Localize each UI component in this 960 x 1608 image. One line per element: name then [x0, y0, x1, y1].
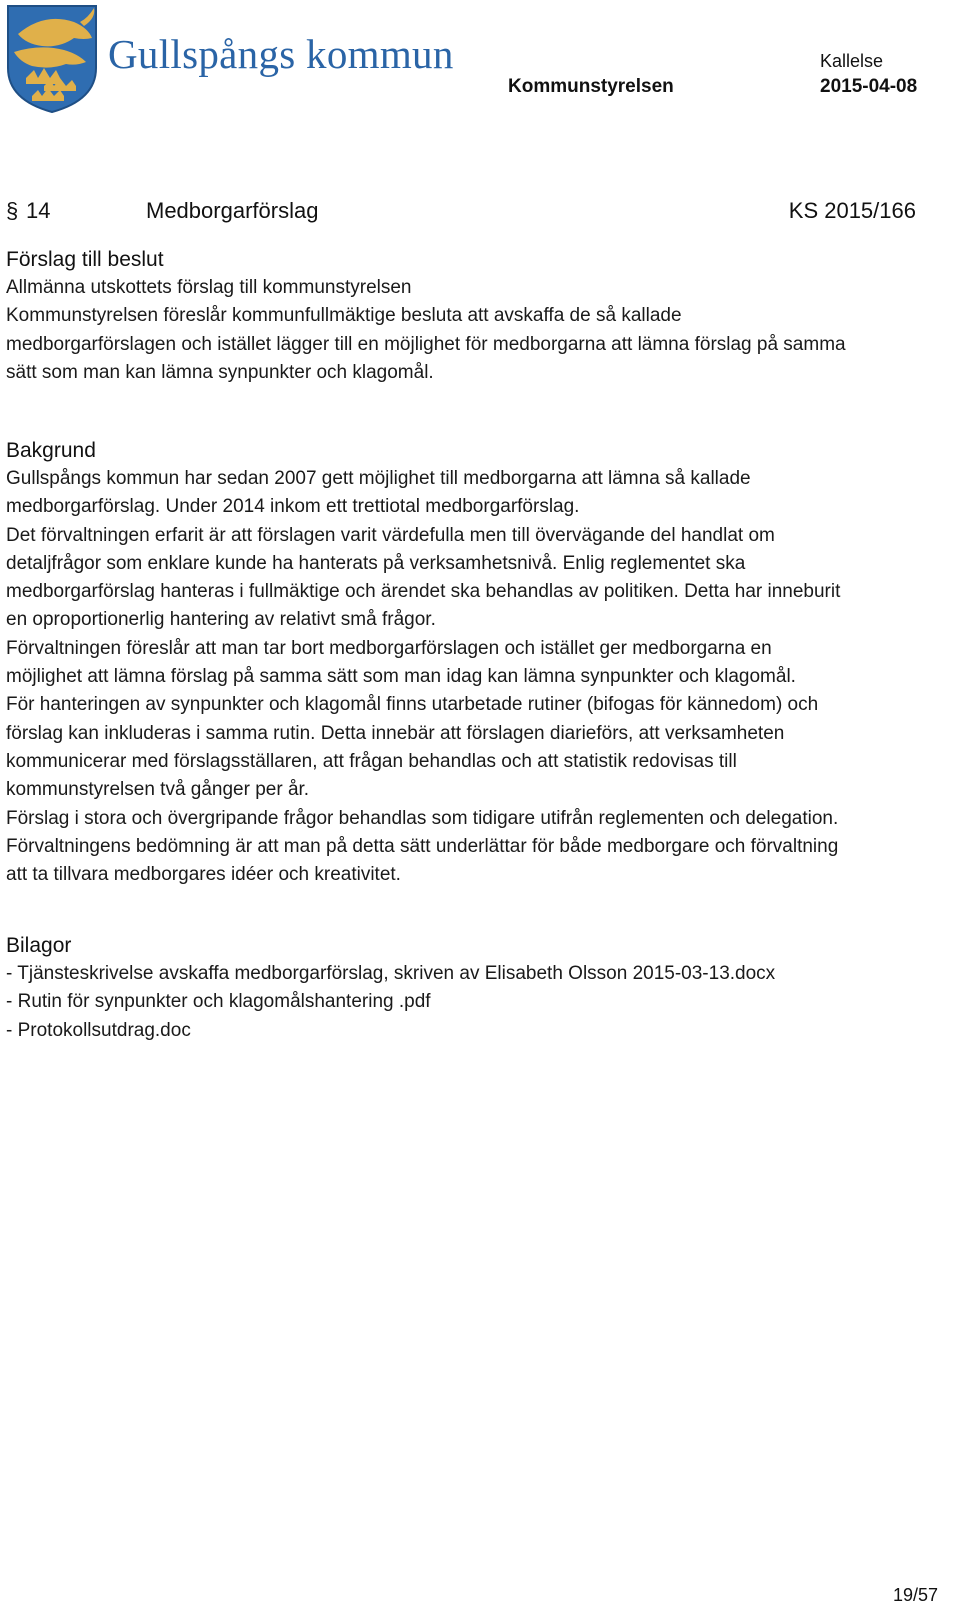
case-number: KS 2015/166 [788, 198, 916, 223]
proposal-line: Allmänna utskottets förslag till kommunstyrelsen [6, 277, 412, 298]
background-line: kommunicerar med förslagsställaren, att frågan behandlas och att statistik redovisas till [6, 750, 737, 772]
background-line: möjlighet att lämna förslag på samma sätt som man idag kan lämna synpunkter och klagomål. [6, 666, 796, 688]
header-date: 2015-04-08 [820, 76, 918, 97]
header-organization: Kommunstyrelsen [508, 76, 674, 97]
proposal-section [6, 246, 956, 387]
proposal-line: sätt som man kan lämna synpunkter och klagomål. [6, 361, 434, 383]
section-symbol: § [6, 198, 19, 223]
background-line: kommunstyrelsen två gånger per år. [6, 779, 310, 801]
background-line: medborgarförslag. Under 2014 inkom ett trettiotal medborgarförslag. [6, 496, 580, 518]
item-title-row [6, 198, 916, 228]
item-title: Medborgarförslag [146, 198, 319, 223]
background-line: medborgarförslag hanteras i fullmäktige och ärendet ska behandlas av politiken. Detta har inneburit [6, 581, 841, 603]
attachment-item: - Tjänsteskrivelse avskaffa medborgarförslag, skriven av Elisabeth Olsson 2015-03-13.docx [6, 963, 776, 984]
background-line: Gullspångs kommun har sedan 2007 gett möjlighet till medborgarna att lämna så kallade [6, 468, 751, 489]
attachment-item: - Protokollsutdrag.doc [6, 1019, 191, 1041]
attachments-heading: Bilagor [6, 934, 72, 957]
municipality-logo-text: Gullspångs kommun [108, 31, 454, 77]
background-line: För hanteringen av synpunkter och klagomål finns utarbetade rutiner (bifogas för kännedom) och [6, 694, 819, 716]
background-line: detaljfrågor som enklare kunde ha hanterats på verksamhetsnivå. Enlig reglementet ska [6, 552, 746, 574]
header-document-type: Kallelse [820, 51, 884, 71]
page-number: 19/57 [892, 1585, 938, 1605]
background-heading: Bakgrund [6, 439, 96, 462]
attachments-section [6, 932, 956, 1045]
proposal-line: Kommunstyrelsen föreslår kommunfullmäktige besluta att avskaffa de så kallade [6, 305, 682, 327]
proposal-line: medborgarförslagen och istället lägger till en möjlighet för medborgarna att lämna förslag på samma [6, 333, 846, 355]
background-line: Det förvaltningen erfarit är att förslagen varit värdefulla men till övervägande del handlat om [6, 524, 775, 546]
proposal-heading: Förslag till beslut [6, 248, 164, 271]
background-line: att ta tillvara medborgares idéer och kreativitet. [6, 864, 401, 886]
background-line: Förslag i stora och övergripande frågor behandlas som tidigare utifrån reglementen och delegation. [6, 807, 839, 829]
item-number: 14 [26, 198, 51, 223]
background-line: förslag kan inkluderas i samma rutin. Detta innebär att förslagen diarieförs, att verksamheten [6, 722, 785, 744]
coat-of-arms-icon [4, 4, 100, 114]
background-line: en oproportionerlig hantering av relativt små frågor. [6, 609, 436, 631]
background-line: Förvaltningen föreslår att man tar bort medborgarförslagen och istället ger medborgarna en [6, 637, 772, 659]
attachment-item: - Rutin för synpunkter och klagomålshantering .pdf [6, 991, 431, 1013]
background-section [6, 437, 956, 889]
background-line: Förvaltningens bedömning är att man på detta sätt underlättar för både medborgare och förvaltning [6, 835, 839, 857]
